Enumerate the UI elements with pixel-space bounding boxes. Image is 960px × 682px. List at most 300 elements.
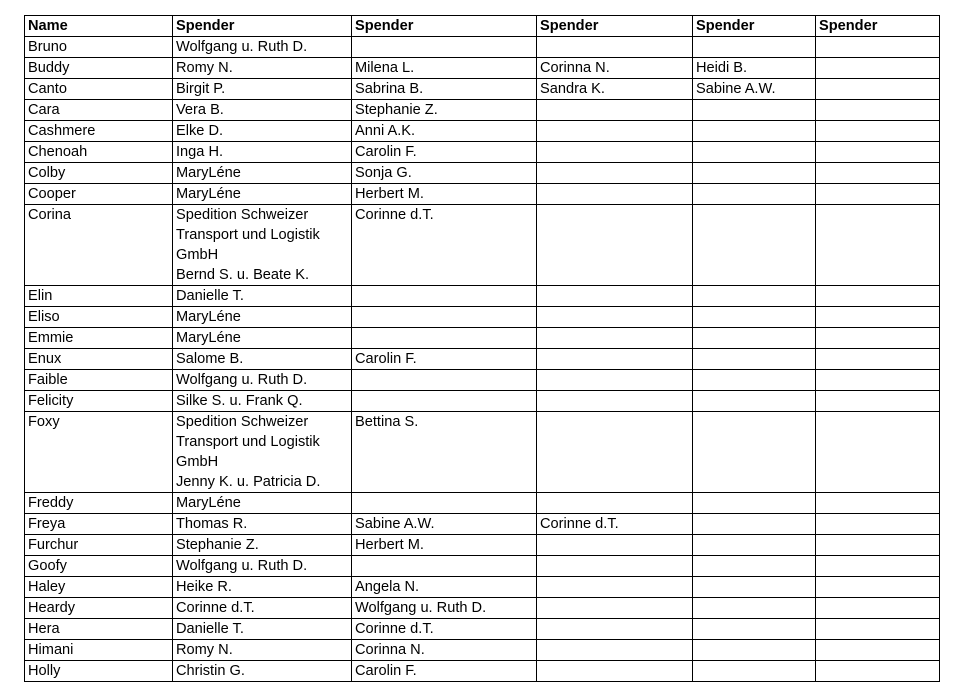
cell-spender-4 <box>693 286 816 307</box>
donor-name <box>540 370 692 390</box>
cell-spender-3 <box>537 412 693 493</box>
donor-name: Bettina S. <box>355 414 419 430</box>
donor-name <box>696 205 815 225</box>
donor-name: Romy N. <box>176 642 233 658</box>
header-spender-4: Spender <box>693 16 816 37</box>
animal-name: Emmie <box>28 330 74 346</box>
donor-name <box>696 328 815 348</box>
donor-name: MaryLéne <box>176 309 241 325</box>
cell-spender-1 <box>173 58 352 79</box>
cell-name <box>25 391 173 412</box>
cell-spender-1 <box>173 100 352 121</box>
table-row <box>25 121 940 142</box>
donor-name <box>540 619 692 639</box>
donor-name <box>819 598 939 618</box>
donor-name: Wolfgang u. Ruth D. <box>355 600 487 616</box>
cell-spender-4 <box>693 163 816 184</box>
donor-name: Thomas R. <box>176 516 248 532</box>
animal-name: Chenoah <box>28 144 88 160</box>
donor-name <box>819 391 939 411</box>
table-row <box>25 163 940 184</box>
cell-spender-1 <box>173 619 352 640</box>
donor-name <box>819 514 939 534</box>
cell-spender-5 <box>816 598 940 619</box>
donor-name: Wolfgang u. Ruth D. <box>176 372 308 388</box>
cell-spender-2 <box>352 328 537 349</box>
donor-name <box>696 163 815 183</box>
cell-name <box>25 598 173 619</box>
cell-spender-1 <box>173 142 352 163</box>
cell-spender-5 <box>816 142 940 163</box>
table-row <box>25 79 940 100</box>
cell-spender-5 <box>816 205 940 286</box>
donor-name: Spedition Schweizer <box>176 207 309 223</box>
animal-name: Haley <box>28 579 66 595</box>
cell-spender-3 <box>537 328 693 349</box>
donor-name <box>540 535 692 555</box>
cell-spender-4 <box>693 142 816 163</box>
cell-name <box>25 184 173 205</box>
cell-spender-2 <box>352 307 537 328</box>
cell-spender-2 <box>352 100 537 121</box>
donor-name <box>540 142 692 162</box>
cell-spender-3 <box>537 100 693 121</box>
cell-spender-5 <box>816 328 940 349</box>
animal-name: Holly <box>28 663 61 679</box>
donor-name <box>696 412 815 432</box>
donor-name: Carolin F. <box>355 351 417 367</box>
cell-spender-5 <box>816 535 940 556</box>
cell-spender-1 <box>173 349 352 370</box>
cell-spender-4 <box>693 370 816 391</box>
table-row <box>25 286 940 307</box>
cell-spender-1 <box>173 163 352 184</box>
animal-name: Cooper <box>28 186 76 202</box>
cell-spender-5 <box>816 121 940 142</box>
cell-spender-3 <box>537 286 693 307</box>
cell-name <box>25 640 173 661</box>
cell-spender-3 <box>537 370 693 391</box>
donor-name <box>696 661 815 681</box>
donor-name <box>819 184 939 204</box>
animal-name: Furchur <box>28 537 79 553</box>
donor-name <box>696 349 815 369</box>
header-spender-3: Spender <box>537 16 693 37</box>
donor-name <box>819 619 939 639</box>
cell-spender-3 <box>537 205 693 286</box>
donor-name <box>696 121 815 141</box>
cell-spender-5 <box>816 412 940 493</box>
cell-spender-3 <box>537 577 693 598</box>
donor-name: Spedition Schweizer <box>176 414 309 430</box>
cell-spender-4 <box>693 640 816 661</box>
cell-spender-4 <box>693 493 816 514</box>
cell-name <box>25 577 173 598</box>
cell-spender-5 <box>816 184 940 205</box>
cell-name <box>25 205 173 286</box>
animal-name: Freya <box>28 516 66 532</box>
donor-name <box>696 535 815 555</box>
animal-name: Enux <box>28 351 62 367</box>
cell-name <box>25 370 173 391</box>
donor-name <box>819 286 939 306</box>
animal-name: Foxy <box>28 414 60 430</box>
donor-name <box>819 577 939 597</box>
donor-name: Sabrina B. <box>355 81 424 97</box>
cell-spender-5 <box>816 37 940 58</box>
donor-name <box>819 307 939 327</box>
donor-name: Angela N. <box>355 579 420 595</box>
donor-name <box>819 328 939 348</box>
cell-spender-2 <box>352 640 537 661</box>
table-row <box>25 535 940 556</box>
table-row <box>25 556 940 577</box>
donor-name <box>819 58 939 78</box>
cell-spender-3 <box>537 163 693 184</box>
donor-name <box>355 328 536 348</box>
cell-name <box>25 661 173 682</box>
cell-spender-3 <box>537 535 693 556</box>
cell-spender-3 <box>537 556 693 577</box>
animal-name: Eliso <box>28 309 60 325</box>
cell-spender-1 <box>173 37 352 58</box>
donor-name <box>540 37 692 57</box>
cell-spender-1 <box>173 307 352 328</box>
donor-name: Silke S. u. Frank Q. <box>176 393 303 409</box>
donor-name: Corinna N. <box>355 642 425 658</box>
cell-spender-4 <box>693 307 816 328</box>
animal-name: Bruno <box>28 39 67 55</box>
donor-name: MaryLéne <box>176 330 241 346</box>
donor-name: Inga H. <box>176 144 224 160</box>
table-row <box>25 307 940 328</box>
cell-spender-4 <box>693 598 816 619</box>
cell-spender-5 <box>816 307 940 328</box>
donor-name <box>696 184 815 204</box>
table-row <box>25 100 940 121</box>
donor-name: Anni A.K. <box>355 123 416 139</box>
donor-name <box>540 184 692 204</box>
cell-spender-4 <box>693 37 816 58</box>
cell-spender-5 <box>816 58 940 79</box>
donor-name <box>540 163 692 183</box>
table-row <box>25 619 940 640</box>
cell-spender-3 <box>537 391 693 412</box>
donor-name <box>819 535 939 555</box>
donor-name <box>696 100 815 120</box>
cell-spender-2 <box>352 184 537 205</box>
donor-name <box>696 286 815 306</box>
donor-name <box>696 619 815 639</box>
table-row <box>25 205 940 286</box>
cell-spender-1 <box>173 286 352 307</box>
donor-name <box>819 79 939 99</box>
cell-spender-2 <box>352 391 537 412</box>
donor-name <box>540 307 692 327</box>
animal-name: Faible <box>28 372 68 388</box>
donor-name <box>355 493 536 513</box>
cell-name <box>25 535 173 556</box>
cell-spender-1 <box>173 328 352 349</box>
cell-spender-1 <box>173 598 352 619</box>
donor-name: Corinne d.T. <box>176 600 255 616</box>
cell-spender-4 <box>693 58 816 79</box>
cell-spender-2 <box>352 661 537 682</box>
donor-name: Sabine A.W. <box>696 81 776 97</box>
header-spender-2: Spender <box>352 16 537 37</box>
cell-spender-3 <box>537 307 693 328</box>
donor-name: Heike R. <box>176 579 232 595</box>
animal-name: Buddy <box>28 60 70 76</box>
cell-spender-2 <box>352 79 537 100</box>
cell-spender-2 <box>352 535 537 556</box>
cell-spender-1 <box>173 556 352 577</box>
cell-spender-4 <box>693 184 816 205</box>
cell-spender-5 <box>816 619 940 640</box>
cell-name <box>25 349 173 370</box>
table-row <box>25 598 940 619</box>
donor-name <box>696 556 815 576</box>
donor-name: Birgit P. <box>176 81 226 97</box>
donor-name <box>355 286 536 306</box>
table-row <box>25 391 940 412</box>
table-row <box>25 370 940 391</box>
cell-name <box>25 556 173 577</box>
cell-name <box>25 619 173 640</box>
header-spender-5: Spender <box>816 16 940 37</box>
cell-spender-1 <box>173 205 352 286</box>
donor-name <box>355 556 536 576</box>
animal-name: Cara <box>28 102 60 118</box>
cell-spender-4 <box>693 514 816 535</box>
donor-name <box>819 661 939 681</box>
donor-name <box>696 493 815 513</box>
cell-spender-5 <box>816 100 940 121</box>
cell-spender-4 <box>693 412 816 493</box>
donor-name <box>819 349 939 369</box>
cell-spender-4 <box>693 391 816 412</box>
cell-spender-5 <box>816 514 940 535</box>
donor-name <box>819 100 939 120</box>
donor-name: Stephanie Z. <box>355 102 438 118</box>
table-row <box>25 493 940 514</box>
donor-name <box>696 514 815 534</box>
table-row <box>25 577 940 598</box>
donor-name: Corinne d.T. <box>540 516 619 532</box>
animal-name: Freddy <box>28 495 74 511</box>
cell-spender-1 <box>173 514 352 535</box>
cell-spender-3 <box>537 514 693 535</box>
cell-spender-2 <box>352 514 537 535</box>
donor-name <box>696 370 815 390</box>
donor-name <box>540 577 692 597</box>
animal-name: Himani <box>28 642 74 658</box>
donor-name <box>819 37 939 57</box>
table-row <box>25 37 940 58</box>
cell-spender-4 <box>693 619 816 640</box>
donor-name: Stephanie Z. <box>176 537 259 553</box>
cell-spender-3 <box>537 58 693 79</box>
cell-spender-2 <box>352 163 537 184</box>
cell-spender-4 <box>693 205 816 286</box>
cell-spender-2 <box>352 412 537 493</box>
cell-name <box>25 37 173 58</box>
cell-spender-3 <box>537 349 693 370</box>
donor-name: Sandra K. <box>540 81 605 97</box>
animal-name: Corina <box>28 207 71 223</box>
cell-spender-5 <box>816 391 940 412</box>
donor-name: Transport und Logistik <box>176 434 320 450</box>
cell-spender-1 <box>173 577 352 598</box>
cell-spender-5 <box>816 286 940 307</box>
cell-spender-2 <box>352 205 537 286</box>
cell-spender-4 <box>693 556 816 577</box>
cell-spender-1 <box>173 661 352 682</box>
donor-name <box>540 412 692 432</box>
cell-spender-3 <box>537 142 693 163</box>
cell-spender-2 <box>352 37 537 58</box>
cell-spender-3 <box>537 640 693 661</box>
cell-spender-2 <box>352 286 537 307</box>
table-row <box>25 640 940 661</box>
cell-spender-2 <box>352 556 537 577</box>
cell-name <box>25 121 173 142</box>
cell-spender-5 <box>816 493 940 514</box>
donor-name <box>696 598 815 618</box>
cell-spender-2 <box>352 577 537 598</box>
donor-table <box>24 15 940 682</box>
animal-name: Elin <box>28 288 53 304</box>
donor-name <box>819 121 939 141</box>
cell-name <box>25 514 173 535</box>
donor-name <box>819 412 939 432</box>
cell-name <box>25 493 173 514</box>
donor-name: MaryLéne <box>176 495 241 511</box>
cell-spender-3 <box>537 619 693 640</box>
cell-spender-5 <box>816 79 940 100</box>
cell-spender-5 <box>816 661 940 682</box>
donor-name: Corinne d.T. <box>355 621 434 637</box>
cell-name <box>25 163 173 184</box>
cell-spender-3 <box>537 661 693 682</box>
cell-spender-3 <box>537 493 693 514</box>
donor-name <box>819 142 939 162</box>
cell-spender-1 <box>173 121 352 142</box>
donor-name: Vera B. <box>176 102 224 118</box>
donor-name <box>696 37 815 57</box>
cell-spender-2 <box>352 370 537 391</box>
donor-name: Salome B. <box>176 351 244 367</box>
cell-spender-2 <box>352 349 537 370</box>
donor-name <box>696 577 815 597</box>
donor-name: Bernd S. u. Beate K. <box>176 267 310 283</box>
cell-spender-2 <box>352 598 537 619</box>
table-body <box>25 37 940 682</box>
cell-name <box>25 100 173 121</box>
donor-name <box>540 328 692 348</box>
cell-name <box>25 286 173 307</box>
header-row <box>25 16 940 37</box>
donor-name: Romy N. <box>176 60 233 76</box>
cell-name <box>25 307 173 328</box>
donor-name <box>696 142 815 162</box>
cell-name <box>25 328 173 349</box>
cell-spender-1 <box>173 184 352 205</box>
donor-name <box>355 370 536 390</box>
cell-spender-3 <box>537 598 693 619</box>
donor-name: Heidi B. <box>696 60 748 76</box>
cell-spender-5 <box>816 640 940 661</box>
cell-spender-4 <box>693 535 816 556</box>
donor-name <box>355 391 536 411</box>
animal-name: Cashmere <box>28 123 96 139</box>
table-row <box>25 328 940 349</box>
donor-name <box>540 286 692 306</box>
cell-name <box>25 412 173 493</box>
donor-name: Wolfgang u. Ruth D. <box>176 39 308 55</box>
cell-spender-1 <box>173 640 352 661</box>
donor-name: Danielle T. <box>176 288 244 304</box>
cell-spender-4 <box>693 661 816 682</box>
donor-name <box>540 661 692 681</box>
donor-name <box>540 205 692 225</box>
cell-spender-2 <box>352 121 537 142</box>
cell-spender-3 <box>537 121 693 142</box>
cell-name <box>25 79 173 100</box>
donor-name: Carolin F. <box>355 663 417 679</box>
donor-name: MaryLéne <box>176 165 241 181</box>
cell-spender-5 <box>816 370 940 391</box>
cell-spender-4 <box>693 349 816 370</box>
cell-spender-4 <box>693 121 816 142</box>
table-row <box>25 412 940 493</box>
animal-name: Goofy <box>28 558 67 574</box>
cell-name <box>25 58 173 79</box>
donor-name: Elke D. <box>176 123 224 139</box>
donor-name <box>696 640 815 660</box>
table-row <box>25 349 940 370</box>
donor-name: Jenny K. u. Patricia D. <box>176 474 321 490</box>
donor-name: Milena L. <box>355 60 415 76</box>
table-row <box>25 514 940 535</box>
cell-spender-2 <box>352 58 537 79</box>
cell-spender-5 <box>816 163 940 184</box>
donor-name <box>540 556 692 576</box>
donor-name <box>540 493 692 513</box>
cell-spender-1 <box>173 391 352 412</box>
donor-name <box>540 349 692 369</box>
animal-name: Hera <box>28 621 60 637</box>
donor-name <box>355 307 536 327</box>
animal-name: Felicity <box>28 393 74 409</box>
donor-name: Sabine A.W. <box>355 516 435 532</box>
donor-name: GmbH <box>176 454 219 470</box>
cell-spender-3 <box>537 79 693 100</box>
cell-spender-4 <box>693 577 816 598</box>
cell-spender-1 <box>173 535 352 556</box>
table-row <box>25 661 940 682</box>
donor-name <box>819 205 939 225</box>
cell-spender-5 <box>816 577 940 598</box>
donor-name <box>819 163 939 183</box>
cell-spender-2 <box>352 619 537 640</box>
donor-name: Corinne d.T. <box>355 207 434 223</box>
cell-spender-4 <box>693 79 816 100</box>
cell-spender-2 <box>352 142 537 163</box>
donor-name: GmbH <box>176 247 219 263</box>
donor-name <box>696 307 815 327</box>
cell-spender-5 <box>816 556 940 577</box>
